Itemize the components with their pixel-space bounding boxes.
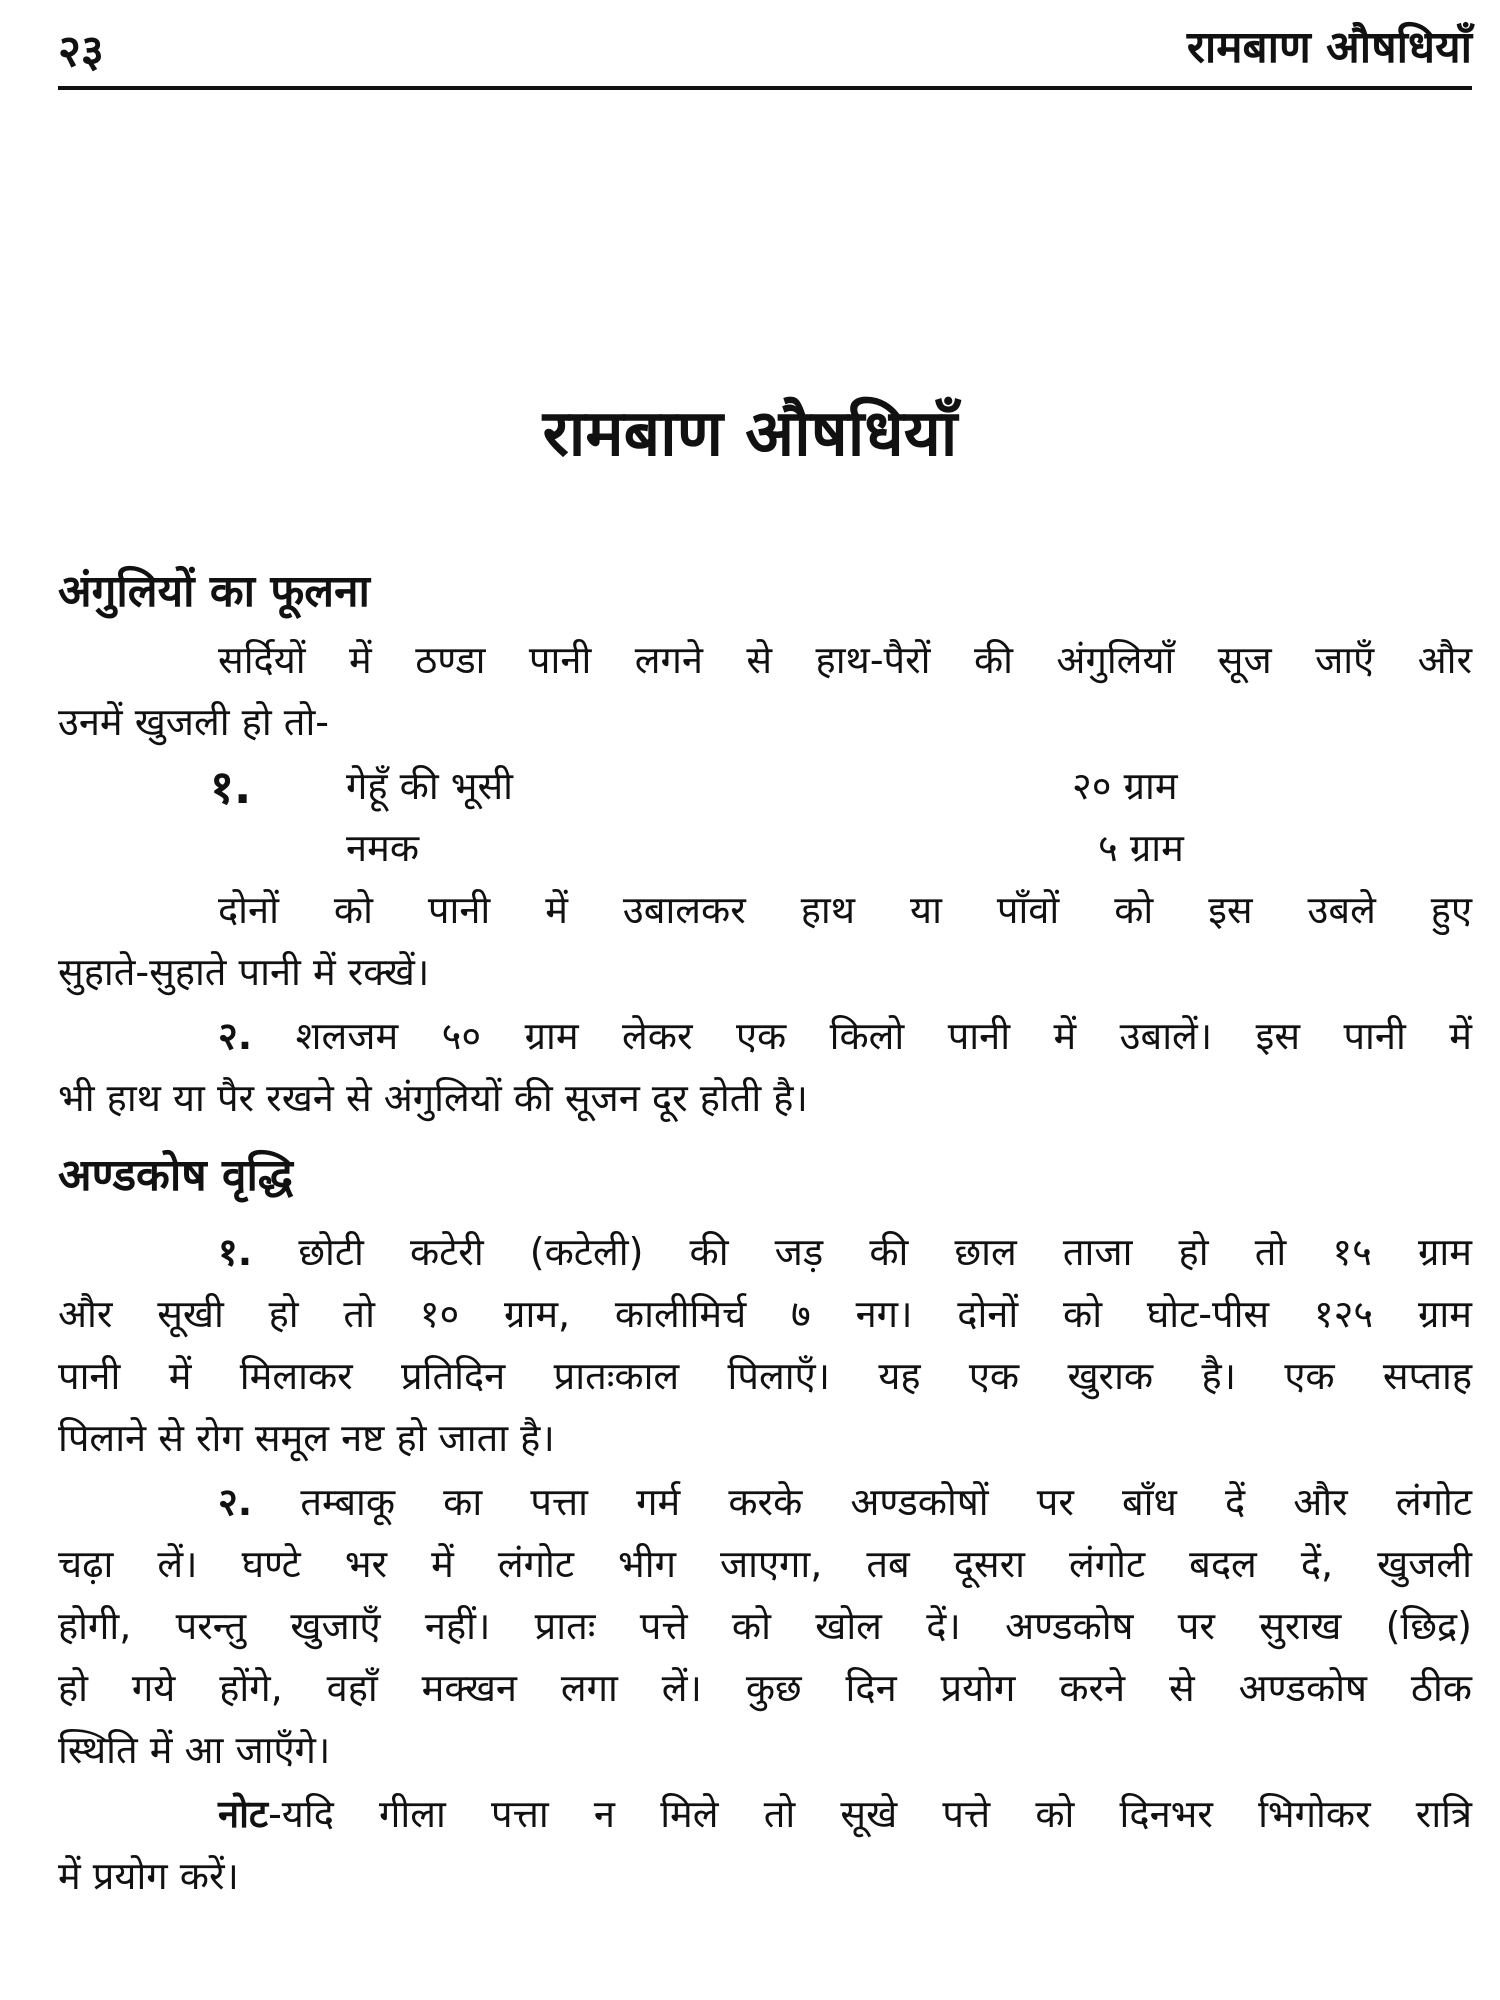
running-title: रामबाण औषधियाँ: [1186, 22, 1472, 73]
remedy-number: २.: [218, 1480, 253, 1524]
remedy-number: १.: [218, 1230, 253, 1274]
paragraph-line: पिलाने से रोग समूल नष्ट हो जाता है।: [58, 1416, 555, 1460]
paragraph-line: [58, 1480, 1472, 1526]
ingredient-qty: ५ ग्राम: [1098, 826, 1184, 870]
paragraph-line: [58, 1230, 1472, 1276]
ingredient-qty: २० ग्राम: [1072, 764, 1178, 808]
remedy-number: २.: [218, 1014, 253, 1058]
paragraph-line: चढ़ा लें। घण्टे भर में लंगोट भीग जाएगा, तब दूसरा लंगोट बदल दें, खुजली: [58, 1542, 1472, 1586]
paragraph-line: होगी, परन्तु खुजाएँ नहीं। प्रातः पत्ते को खोल दें। अण्डकोष पर सुराख (छिद्र): [58, 1604, 1472, 1648]
remedy-text: छोटी कटेरी (कटेली) की जड़ की छाल ताजा हो तो १५ ग्राम: [298, 1230, 1472, 1274]
page-number: २३: [58, 26, 104, 77]
ingredient-name: गेहूँ की भूसी: [346, 764, 514, 808]
paragraph-line: भी हाथ या पैर रखने से अंगुलियों की सूजन दूर होती है।: [58, 1076, 808, 1120]
note-text: -यदि गीला पत्ता न मिले तो सूखे पत्ते को दिनभर भिगोकर रात्रि: [268, 1792, 1472, 1836]
section-heading-finger-swelling: अंगुलियों का फूलना: [58, 566, 370, 617]
remedy-number: १.: [210, 760, 252, 814]
paragraph-line: दोनों को पानी में उबालकर हाथ या पाँवों को इस उबले हुए: [218, 888, 1472, 932]
remedy-text: शलजम ५० ग्राम लेकर एक किलो पानी में उबालें। इस पानी में: [295, 1014, 1472, 1058]
paragraph-line: सुहाते-सुहाते पानी में रक्खें।: [58, 950, 430, 994]
header-rule: [58, 86, 1472, 90]
paragraph-line: पानी में मिलाकर प्रतिदिन प्रातःकाल पिलाएँ। यह एक खुराक है। एक सप्ताह: [58, 1354, 1472, 1398]
chapter-title: रामबाण औषधियाँ: [542, 397, 958, 471]
paragraph-line: हो गये होंगे, वहाँ मक्खन लगा लें। कुछ दिन प्रयोग करने से अण्डकोष ठीक: [58, 1666, 1472, 1710]
paragraph-line: सर्दियों में ठण्डा पानी लगने से हाथ-पैरों की अंगुलियाँ सूज जाएँ और: [218, 638, 1472, 682]
paragraph-line: उनमें खुजली हो तो-: [58, 700, 329, 744]
paragraph-line: [58, 1792, 1472, 1838]
section-heading-hydrocele: अण्डकोष वृद्धि: [58, 1150, 294, 1201]
remedy-text: तम्बाकू का पत्ता गर्म करके अण्डकोषों पर बाँध दें और लंगोट: [300, 1480, 1472, 1524]
paragraph-line: और सूखी हो तो १० ग्राम, कालीमिर्च ७ नग। दोनों को घोट-पीस १२५ ग्राम: [58, 1292, 1472, 1336]
ingredient-name: नमक: [346, 826, 419, 870]
paragraph-line: में प्रयोग करें।: [58, 1854, 239, 1898]
paragraph-line: [58, 1014, 1472, 1060]
paragraph-line: स्थिति में आ जाएँगे।: [58, 1728, 331, 1772]
note-label: नोट: [218, 1792, 269, 1836]
